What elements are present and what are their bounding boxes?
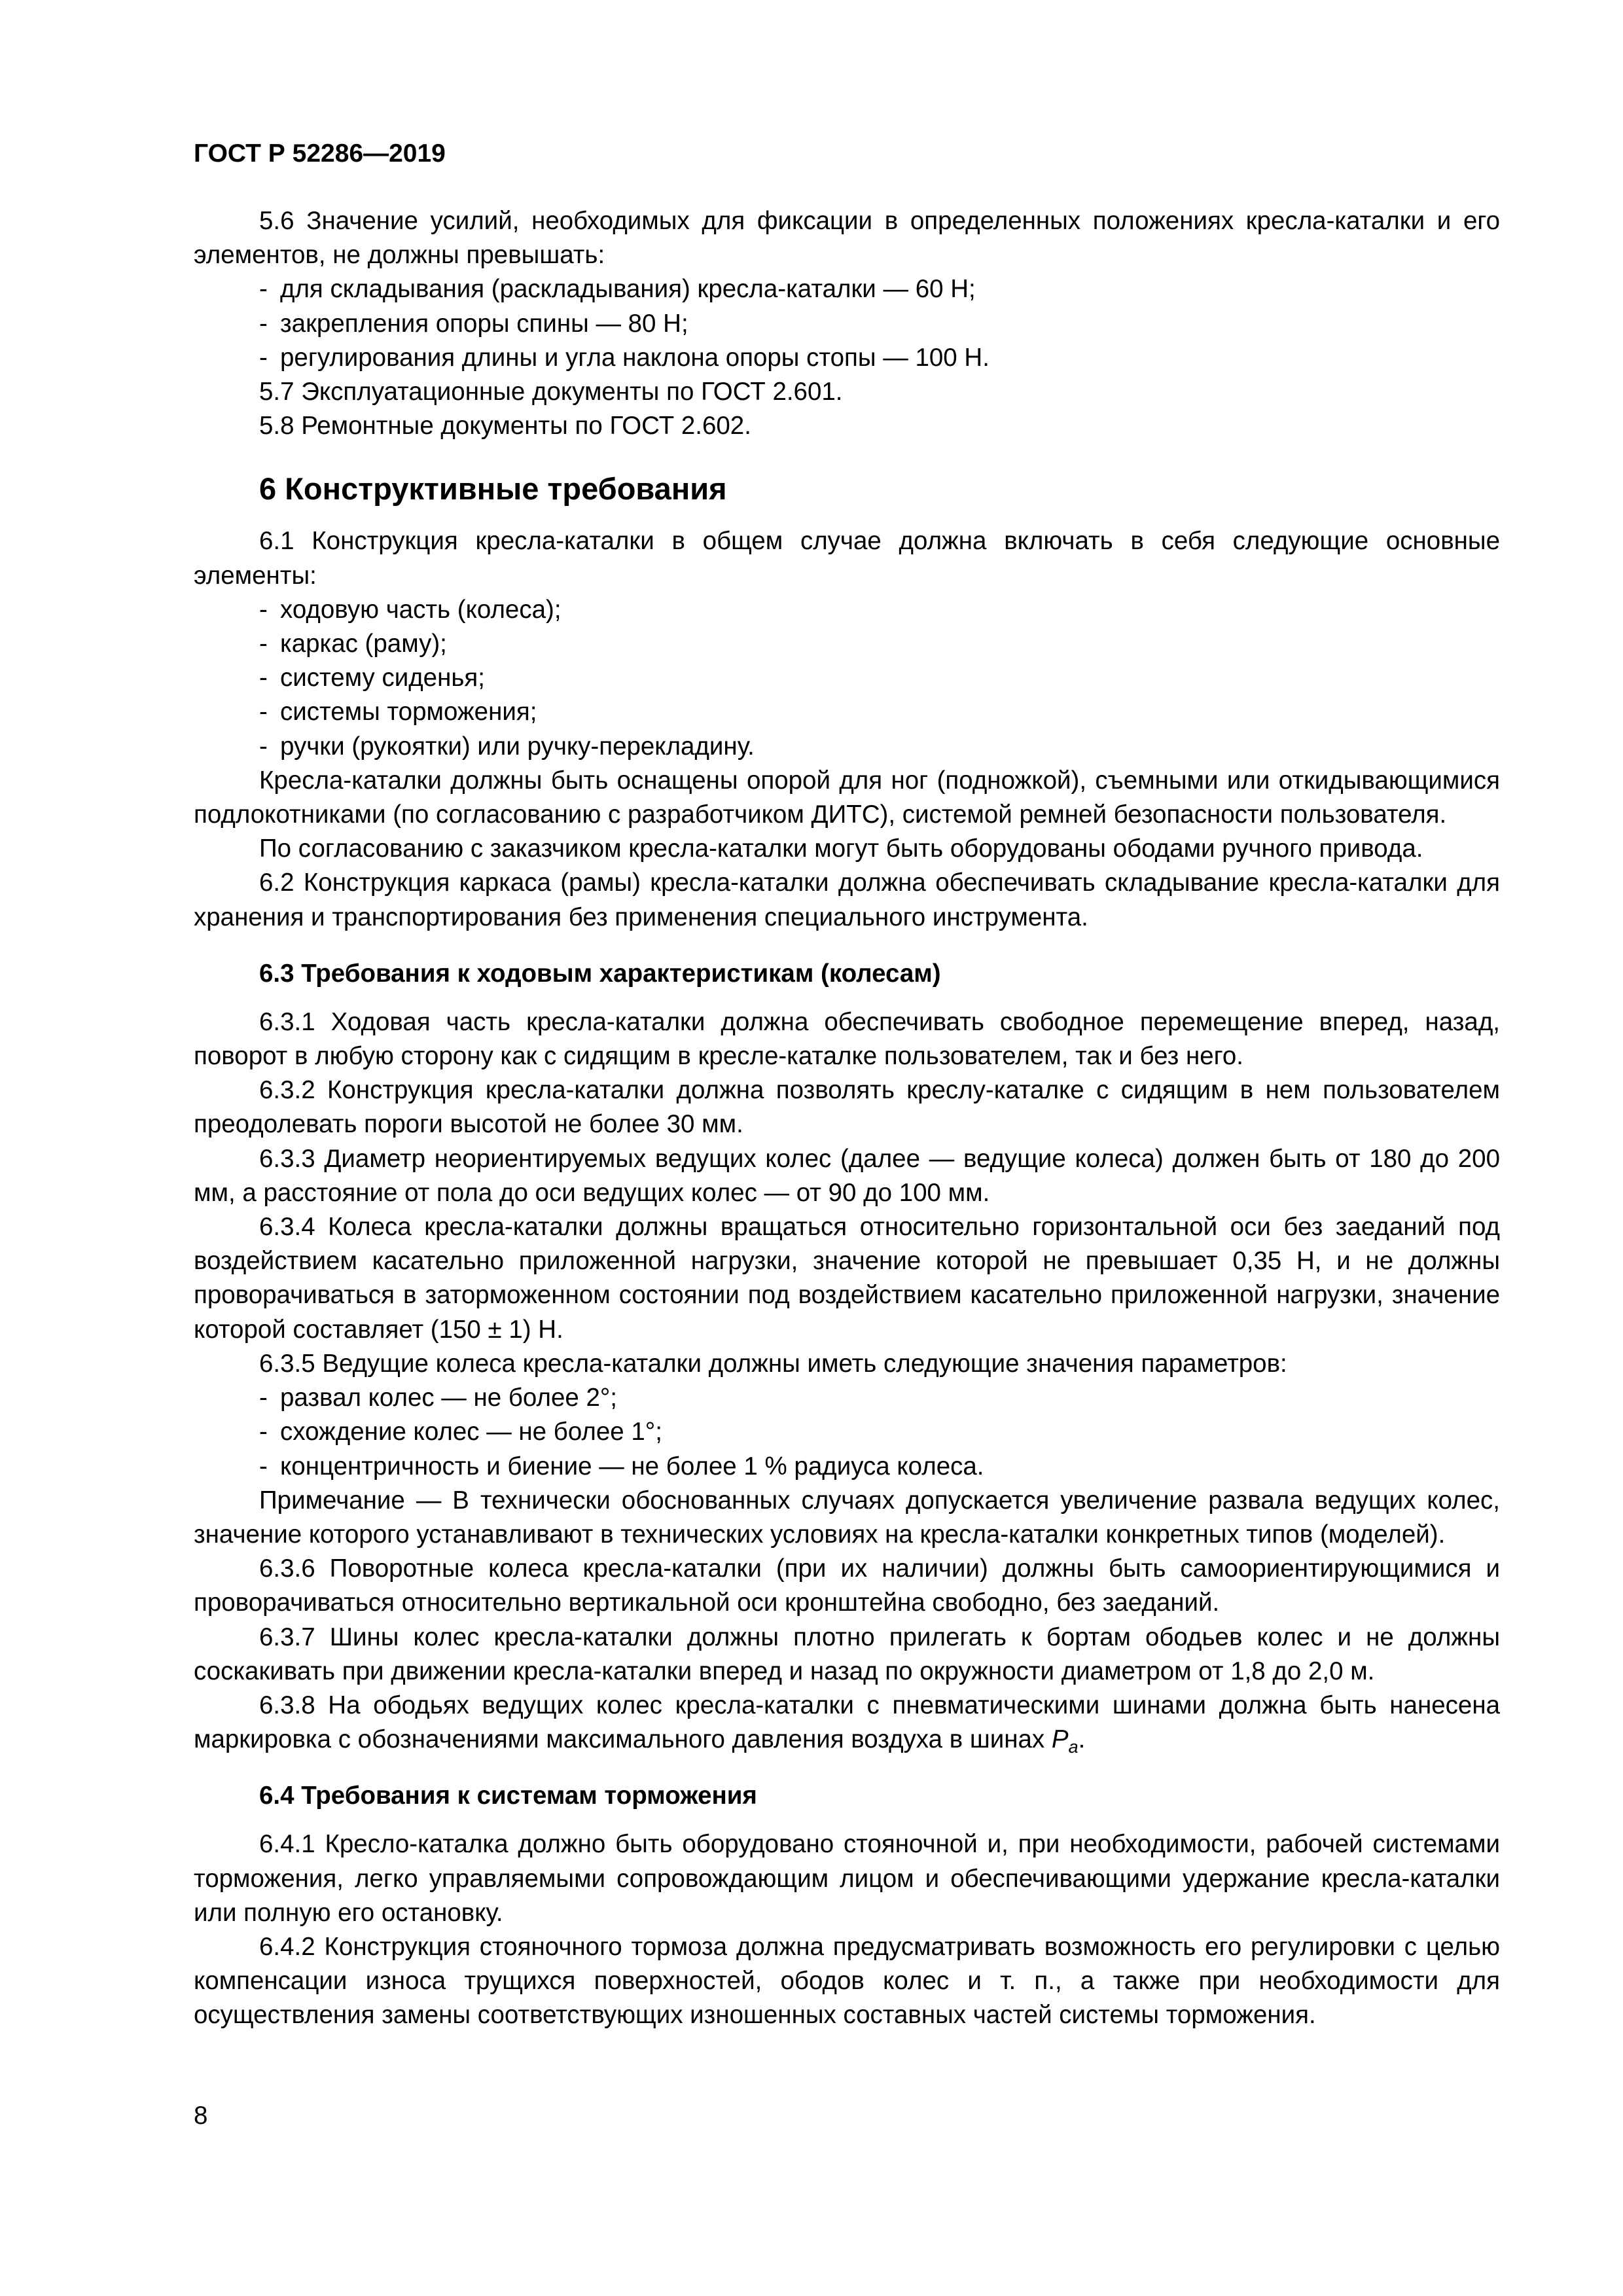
note-6-3-5: Примечание — В технически обоснованных случаях допускается увеличение развала ведущих колес, значение которого устанавливают в технических условиях на кресла-каталки конкретных типов (моделей). (194, 1486, 1500, 1549)
document-page (194, 137, 1500, 2033)
clause-6-3-8-end: . (1078, 1725, 1086, 1754)
section-6-4-heading: 6.4 Требования к системам торможения (259, 1782, 757, 1810)
dash-marker: - (259, 275, 268, 304)
section-6-3-heading: 6.3 Требования к ходовым характеристикам (колесам) (259, 959, 941, 988)
clause-5-6: 5.6 Значение усилий, необходимых для фиксации в определенных положениях кресла-каталки и его элементов, не должны превышать: (194, 207, 1500, 270)
list-item (194, 695, 1500, 729)
clause-6-4-1: 6.4.1 Кресло-каталка должно быть оборудовано стояночной и, при необходимости, рабочей системами торможения, легко управляемыми сопровождающим лицом и обеспечивающими удержание кресла-каталки или полную его остановку. (194, 1830, 1500, 1927)
dash-marker: - (259, 595, 268, 624)
list-item (194, 1450, 1500, 1484)
pressure-subscript: a (1068, 1737, 1079, 1757)
list-6-1 (194, 593, 1500, 764)
dash-marker: - (259, 1418, 268, 1446)
clause-5-8: 5.8 Ремонтные документы по ГОСТ 2.602. (259, 412, 751, 440)
list-5-6 (194, 272, 1500, 375)
list-item (194, 593, 1500, 627)
clause-6-3-8 (194, 1689, 1500, 1757)
page-number: 8 (194, 2102, 208, 2130)
list-item-text: для складывания (раскладывания) кресла-каталки — 60 Н; (280, 275, 976, 304)
dash-marker: - (259, 664, 268, 692)
dash-marker: - (259, 343, 268, 372)
clause-6-1-paragraph: По согласованию с заказчиком кресла-каталки могут быть оборудованы ободами ручного привода. (259, 834, 1423, 863)
list-item (194, 341, 1500, 375)
clause-6-3-4: 6.3.4 Колеса кресла-каталки должны вращаться относительно горизонтальной оси без заеданий под воздействием касательно приложенной нагрузки, значение которой не превышает 0,35 Н, и не должны проворачиваться в заторможенном состоянии под воздействием касательно приложенной нагрузки, значение которой составляет (150 ± 1) Н. (194, 1213, 1500, 1344)
clause-6-3-6: 6.3.6 Поворотные колеса кресла-каталки (при их наличии) должны быть самоориентирующимися и проворачиваться относительно вертикальной оси кронштейна свободно, без заеданий. (194, 1554, 1500, 1617)
list-item (194, 730, 1500, 764)
clause-6-3-1: 6.3.1 Ходовая часть кресла-каталки должна обеспечивать свободное перемещение вперед, назад, поворот в любую сторону как с сидящим в кресле-каталке пользователем, так и без него. (194, 1007, 1500, 1071)
dash-marker: - (259, 630, 268, 658)
list-item-text: систему сиденья; (280, 664, 485, 692)
list-item-text: развал колес — не более 2°; (280, 1384, 617, 1412)
section-6-heading: 6 Конструктивные требования (259, 471, 727, 507)
clause-6-3-8-text: 6.3.8 На ободьях ведущих колес кресла-каталки с пневматическими шинами должна быть нанесена маркировка с обозначениями максимального давления воздуха в шинах (194, 1691, 1500, 1754)
list-item-text: схождение колес — не более 1°; (280, 1418, 662, 1446)
list-item-text: закрепления опоры спины — 80 Н; (280, 309, 688, 338)
dash-marker: - (259, 1384, 268, 1412)
clause-6-3-7: 6.3.7 Шины колес кресла-каталки должны плотно прилегать к бортам ободьев колес и не должны соскакивать при движении кресла-каталки вперед и назад по окружности диаметром от 1,8 до 2,0 м. (194, 1623, 1500, 1685)
clause-6-1: 6.1 Конструкция кресла-каталки в общем случае должна включать в себя следующие основные элементы: (194, 527, 1500, 590)
list-item-text: ходовую часть (колеса); (280, 595, 562, 624)
standard-designation: ГОСТ Р 52286—2019 (194, 139, 446, 168)
list-item (194, 1381, 1500, 1415)
list-item-text: каркас (раму); (280, 630, 447, 658)
clause-6-3-3: 6.3.3 Диаметр неориентируемых ведущих колес (далее — ведущие колеса) должен быть от 180 до 200 мм, а расстояние от пола до оси ведущих колес — от 90 до 100 мм. (194, 1144, 1500, 1207)
list-item-text: системы торможения; (280, 698, 537, 726)
dash-marker: - (259, 309, 268, 338)
list-item-text: регулирования длины и угла наклона опоры стопы — 100 Н. (280, 343, 990, 372)
list-item (194, 272, 1500, 306)
list-6-3-5 (194, 1381, 1500, 1484)
list-item-text: концентричность и биение — не более 1 % радиуса колеса. (280, 1452, 984, 1480)
list-item (194, 661, 1500, 695)
clause-6-2: 6.2 Конструкция каркаса (рамы) кресла-каталки должна обеспечивать складывание кресла-каталки для хранения и транспортирования без применения специального инструмента. (194, 869, 1500, 931)
list-item-text: ручки (рукоятки) или ручку-перекладину. (280, 732, 755, 761)
list-item (194, 307, 1500, 341)
clause-5-7: 5.7 Эксплуатационные документы по ГОСТ 2.601. (259, 378, 843, 406)
dash-marker: - (259, 698, 268, 726)
clause-6-1-paragraph: Кресла-каталки должны быть оснащены опорой для ног (подножкой), съемными или откидывающимися подлокотниками (по согласованию с разработчиком ДИТС), системой ремней безопасности пользователя. (194, 766, 1500, 829)
list-item (194, 1415, 1500, 1449)
pressure-symbol: P (1051, 1725, 1069, 1754)
dash-marker: - (259, 732, 268, 761)
clause-6-4-2: 6.4.2 Конструкция стояночного тормоза должна предусматривать возможность его регулировки с целью компенсации износа трущихся поверхностей, ободов колес и т. п., а также при необходимости для осуществления замены соответствующих изношенных составных частей системы торможения. (194, 1932, 1500, 2030)
dash-marker: - (259, 1452, 268, 1480)
list-item (194, 627, 1500, 661)
clause-6-3-5: 6.3.5 Ведущие колеса кресла-каталки должны иметь следующие значения параметров: (259, 1349, 1287, 1378)
clause-6-3-2: 6.3.2 Конструкция кресла-каталки должна позволять креслу-каталке с сидящим в нем пользователем преодолевать пороги высотой не более 30 мм. (194, 1076, 1500, 1139)
